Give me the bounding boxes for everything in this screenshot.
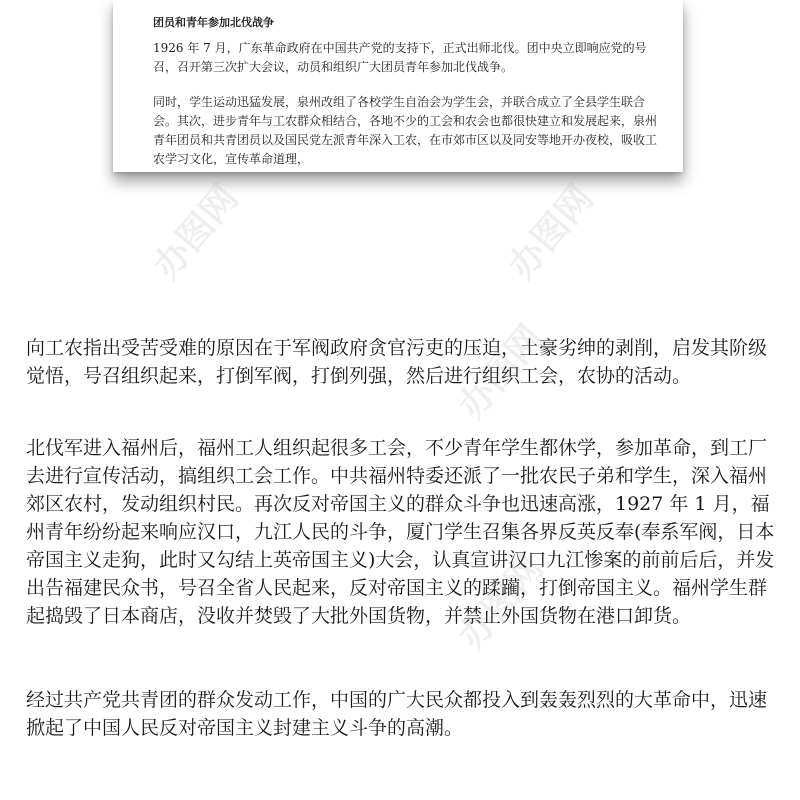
- body-paragraph: 北伐军进入福州后，福州工人组织起很多工会，不少青年学生都休学，参加革命，到工厂去进行宣传活动，搞组织工会工作。中共福州特委还派了一批农民子弟和学生，深入福州郊区农村，发动组织村民。再次反对帝国主义的群众斗争也迅速高涨，1927 年 1 月，福州青年纷纷起来响应汉口，九江人民的斗争，厦门学生召集各界反英反奉(奉系军阀，日本帝国主义走狗，此时又勾结上英帝国主义)大会，认真宣讲汉口九江惨案的前前后后，并发出告福建民众书，号召全省人民起来，反对帝国主义的蹂躏，打倒帝国主义。福州学生群起捣毁了日本商店，没收并焚毁了大批外国货物，并禁止外国货物在港口卸货。: [26, 437, 775, 627]
- card-paragraph: 同时，学生运动迅猛发展，泉州改组了各校学生自治会为学生会，并联合成立了全县学生联合会。其次，进步青年与工农群众相结合，各地不少的工会和农会也都很快建立和发展起来，泉州青年团员和共青团员以及国民党左派青年深入工农，在市郊市区以及同安等地开办夜校，吸收工农学习文化，宣传革命道理，: [153, 95, 658, 166]
- document-preview-card: [113, 0, 683, 172]
- watermark: 办图网: [145, 177, 247, 287]
- body-paragraph: 经过共产党共青团的群众发动工作，中国的广大民众都投入到轰轰烈烈的大革命中，迅速掀起了中国人民反对帝国主义封建主义斗争的高潮。: [26, 689, 768, 739]
- body-paragraph: 向工农指出受苦受难的原因在于军阀政府贪官污吏的压迫，土豪劣绅的剥削，启发其阶级觉悟，号召组织起来，打倒军阀，打倒列强，然后进行组织工会，农协的活动。: [26, 337, 768, 387]
- watermark: 办图网: [450, 547, 552, 657]
- watermark: 办图网: [500, 177, 602, 287]
- card-paragraph: 1926 年 7 月，广东革命政府在中国共产党的支持下，正式出师北伐。团中央立即响应党的号召，召开第三次扩大会议，动员和组织广大团员青年参加北伐战争。: [153, 41, 647, 74]
- watermark: 办图网: [450, 317, 552, 427]
- card-title: 团员和青年参加北伐战争: [153, 16, 274, 29]
